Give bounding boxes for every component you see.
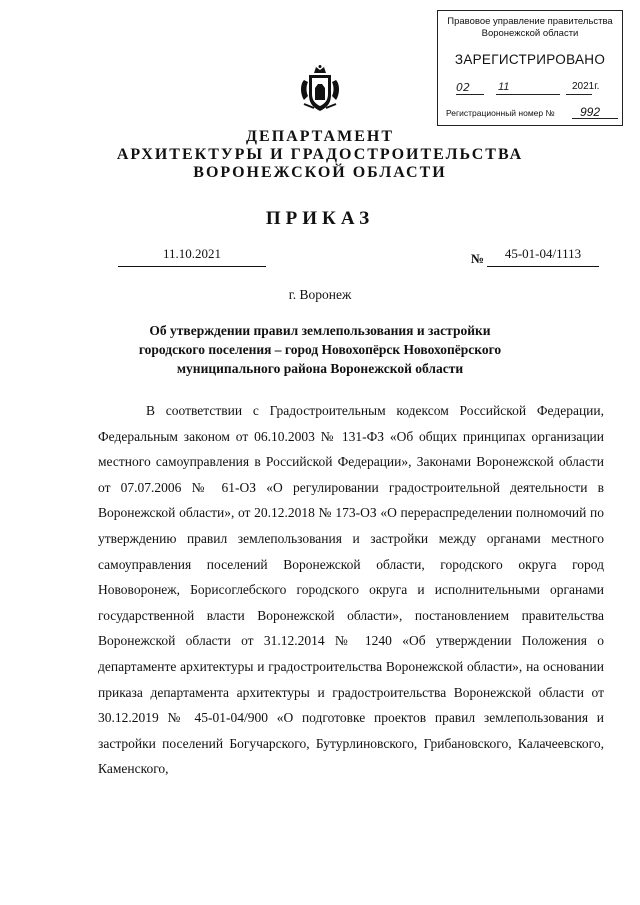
stamp-year-line bbox=[566, 94, 592, 95]
number-sign: № bbox=[471, 251, 485, 266]
department-line2: АРХИТЕКТУРЫ И ГРАДОСТРОИТЕЛЬСТВА bbox=[116, 146, 524, 163]
document-type: ПРИКАЗ bbox=[265, 208, 375, 229]
department-line3: ВОРОНЕЖСКОЙ ОБЛАСТИ bbox=[193, 164, 447, 181]
stamp-registered-label: ЗАРЕГИСТРИРОВАНО bbox=[454, 52, 606, 67]
order-date: 11.10.2021 bbox=[162, 246, 222, 261]
order-number-underline bbox=[487, 266, 599, 267]
registration-stamp bbox=[437, 10, 623, 126]
order-number: 45-01-04/1113 bbox=[504, 246, 582, 261]
order-title-line: муниципального района Воронежской области bbox=[176, 361, 464, 376]
coat-of-arms-icon bbox=[298, 64, 342, 116]
stamp-month-line bbox=[496, 94, 560, 95]
stamp-month: 11 bbox=[498, 81, 510, 93]
stamp-day-line bbox=[456, 94, 484, 95]
order-title-line: Об утверждении правил землепользования и застройки bbox=[149, 323, 491, 338]
stamp-reg-number-row bbox=[446, 105, 618, 119]
order-title-line: городского поселения – город Новохопёрск Новохопёрского bbox=[138, 342, 502, 357]
stamp-year: 2021г. bbox=[572, 81, 600, 92]
stamp-authority-line1: Правовое управление правительства bbox=[447, 16, 613, 27]
stamp-authority-line2: Воронежской области bbox=[481, 28, 579, 39]
order-title bbox=[70, 321, 570, 378]
stamp-reg-number: 992 bbox=[580, 105, 601, 119]
stamp-day: 02 bbox=[456, 81, 470, 94]
order-date-underline bbox=[118, 266, 266, 267]
department-line1: ДЕПАРТАМЕНТ bbox=[246, 128, 394, 145]
stamp-reg-number-line bbox=[572, 118, 618, 119]
stamp-date-row bbox=[438, 81, 622, 97]
city: г. Воронеж bbox=[288, 287, 352, 302]
stamp-reg-number-label: Регистрационный номер № bbox=[446, 108, 555, 118]
body-paragraph: В соответствии с Градостроительным кодексом Российской Федерации, Федеральным законом от 06.10.2003 № 131-ФЗ «Об общих принципах организации местного самоуправления в Российской Федерации», Законами Воронежской области от 07.07.2006 № 61-ОЗ «О регулировании градостроительной деятельности в Воронежской области», от 20.12.2018 № 173-ОЗ «О перераспределении полномочий по утверждению правил землепользования и застройки между органами местного самоуправления поселений Воронежской области, городского округа город Нововоронеж, Борисоглебского городского округа и исполнительными органами государственной власти Воронежской области», постановлением правительства Воронежской области от 31.12.2014 № 1240 «Об утверждении Положения о департаменте архитектуры и градостроительства Воронежской области», на основании приказа департамента архитектуры и градостроительства Воронежской области от 30.12.2019 № 45-01-04/900 «О подготовке проектов правил землепользования и застройки поселений Богучарского, Бутурлиновского, Грибановского, Калачеевского, Каменского, bbox=[98, 403, 604, 777]
